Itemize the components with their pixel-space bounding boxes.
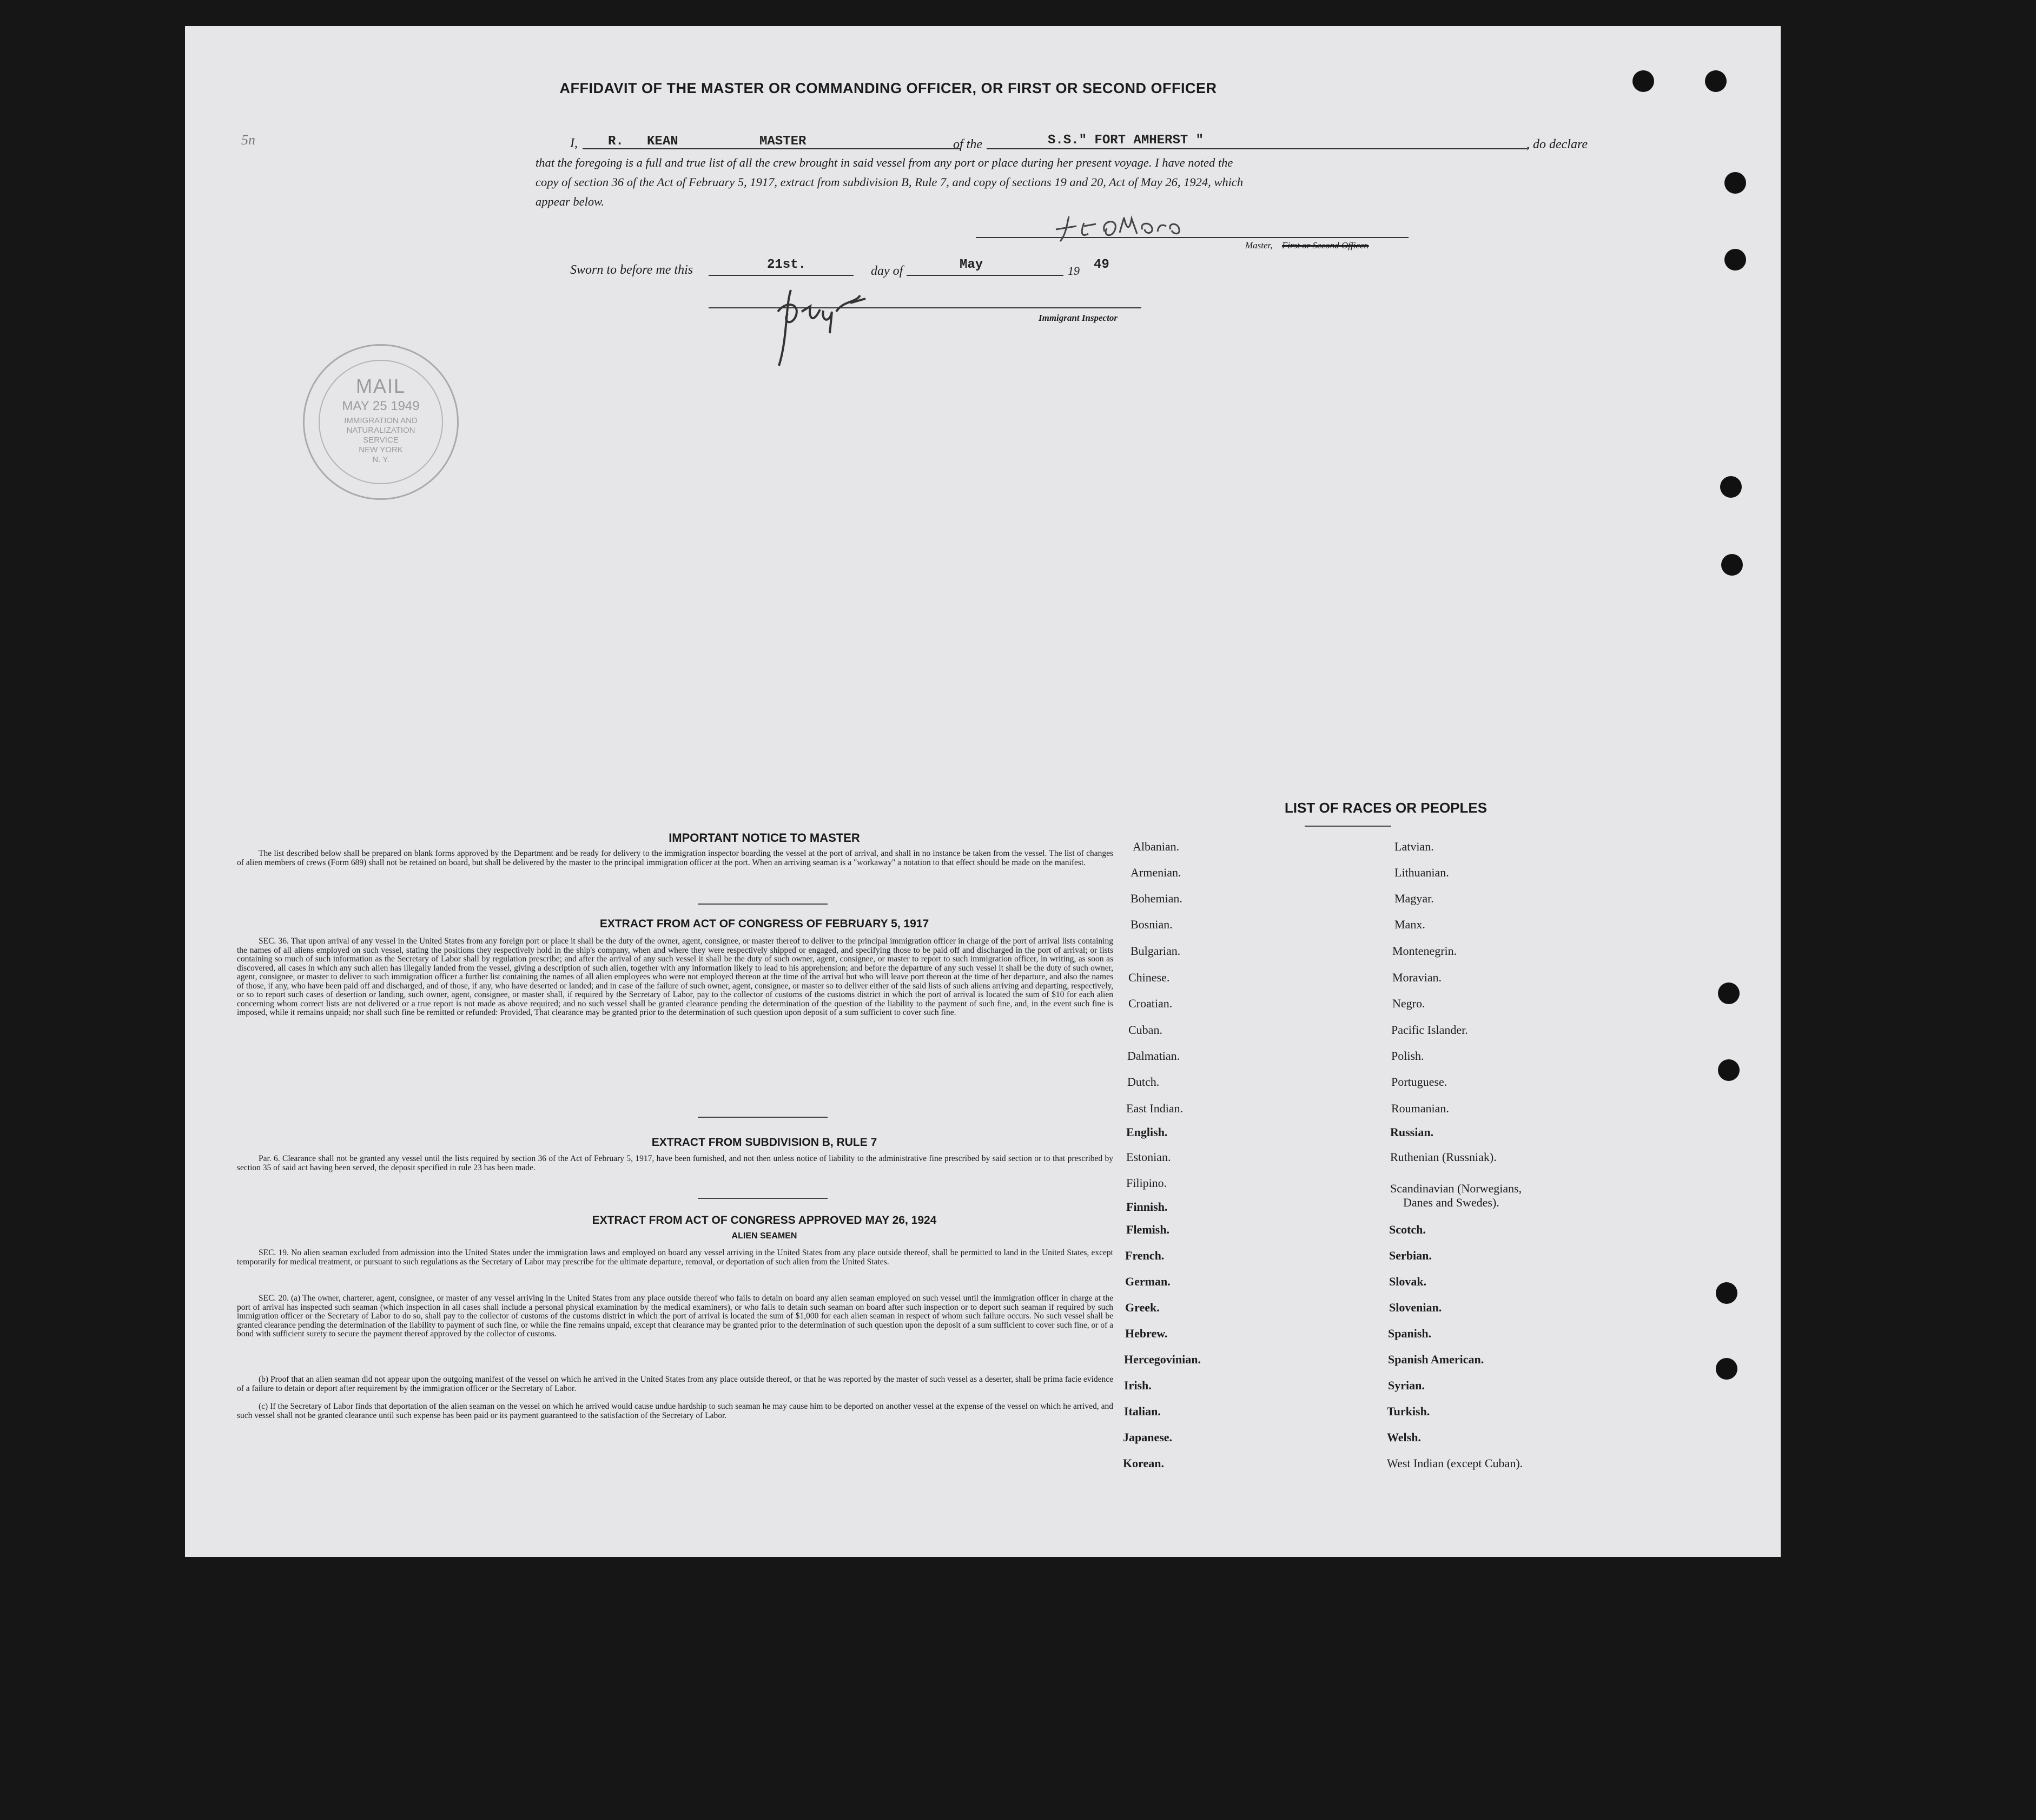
extract-1924-sec19: SEC. 19. No alien seaman excluded from admission into the United States under the immigration laws and employed on board any vessel arriving in the United States from any place outside thereof, shall be permitted to land in the United States, except temporarily for medical treatment, or pursuant to such regulations as the Secretary of Labor may prescribe for the ultimate departure, removal, or deportation of such alien from the United States.: [237, 1248, 1113, 1267]
do-declare: , do declare: [1526, 137, 1588, 151]
mail-stamp: [303, 344, 459, 500]
extract-rule7-title: EXTRACT FROM SUBDIVISION B, RULE 7: [651, 1136, 877, 1149]
race-right-item: Manx.: [1394, 918, 1425, 931]
inspector-signature: [769, 279, 899, 371]
stamp-line1: MAIL: [355, 375, 406, 397]
race-right-item: Roumanian.: [1391, 1102, 1449, 1115]
extract-1924-sec20c: (c) If the Secretary of Labor finds that deportation of the alien seaman on the vessel on which he arrived would cause undue hardship to such seaman he may cause him to be deported on another vessel at the expense of the vessel on which he arrived, and such vessel shall not be granted clearance until such expense has been paid or its payment guaranteed to the satisfaction of the Secretary of Labor.: [237, 1402, 1113, 1420]
race-left-item: Hebrew.: [1125, 1327, 1168, 1340]
affidavit-body-line2: copy of section 36 of the Act of February 5, 1917, extract from subdivision B, Rule 7, and copy of sections 19 and 20, Act of May 26, 1924, which: [536, 175, 1244, 189]
race-left-item: German.: [1125, 1275, 1171, 1288]
punch-hole: [1716, 1282, 1737, 1304]
year-suffix: 49: [1094, 258, 1109, 272]
race-left-item: French.: [1125, 1249, 1165, 1262]
vessel-name-line: [987, 148, 1528, 149]
sworn-month: May: [960, 258, 983, 272]
punch-hole: [1718, 982, 1740, 1004]
race-left-item: Filipino.: [1126, 1176, 1167, 1190]
race-right-item: Moravian.: [1392, 971, 1442, 984]
struck-officer-text: First or Second Officer.: [1282, 240, 1369, 250]
race-right-item: Slovenian.: [1389, 1301, 1442, 1314]
race-right-item: Magyar.: [1394, 892, 1434, 905]
race-right-item: Lithuanian.: [1394, 866, 1449, 879]
punch-hole: [1716, 1358, 1737, 1380]
separator: [1305, 826, 1391, 827]
punch-hole: [1718, 1059, 1740, 1081]
races-title: LIST OF RACES OR PEOPLES: [1284, 800, 1488, 816]
race-right-item: Spanish American.: [1388, 1353, 1484, 1366]
race-left-item: Bulgarian.: [1131, 944, 1181, 958]
race-left-item: Bosnian.: [1131, 918, 1173, 931]
extract-1924-sec20a: SEC. 20. (a) The owner, charterer, agent, consignee, or master of any vessel arriving in the United States from any place outside thereof who fails to detain on board any alien seaman employed on such vessel until the immigration officer in charge at the port of arrival has inspected such seaman (which inspection in all cases shall include a personal physical examination by the medical examiners), or who fails to detain such seaman on board after such inspection or to deport such seaman if required by such immigration officer or the Secretary of Labor to do so, shall pay to the collector of customs of the customs district in which the port of arrival is located the sum of $1,000 for each alien seaman in respect of whom such failure occurs. No such vessel shall be granted clearance pending the determination of the liability to payment of such fine, or while the fine remains unpaid, except that clearance may be granted prior to the determination of such question upon the deposit of a sum sufficient to cover such fine, or of a bond with sufficient surety to secure the payment thereof approved by the collector of customs.: [237, 1294, 1113, 1338]
race-left-item: East Indian.: [1126, 1102, 1184, 1115]
race-right-item: Scotch.: [1389, 1223, 1426, 1236]
notice-title: IMPORTANT NOTICE TO MASTER: [669, 831, 860, 845]
race-right-item: Danes and Swedes).: [1403, 1196, 1499, 1209]
affidavit-body-line3: appear below.: [536, 195, 605, 208]
separator: [698, 1198, 828, 1199]
punch-hole: [1720, 476, 1742, 498]
of-the-label: of the: [953, 137, 982, 151]
stamp-line5: SERVICE: [363, 436, 399, 445]
race-left-item: Bohemian.: [1131, 892, 1182, 905]
master-rank: MASTER: [759, 134, 807, 149]
stamp-line2: MAY 25 1949: [342, 399, 420, 413]
master-name: R. KEAN: [608, 134, 678, 149]
race-right-item: West Indian (except Cuban).: [1387, 1456, 1523, 1470]
extract-1924-title: EXTRACT FROM ACT OF CONGRESS APPROVED MAY 26, 1924: [592, 1214, 937, 1226]
stamp-line3: IMMIGRATION AND: [344, 416, 418, 425]
vessel-name: S.S." FORT AMHERST ": [1048, 133, 1204, 148]
race-right-item: Slovak.: [1389, 1275, 1427, 1288]
notice-body: The list described below shall be prepared on blank forms approved by the Department and be ready for delivery to the immigration inspector boarding the vessel at the port of arrival, and shall in no instance be taken from the vessel. The list of changes of alien members of crews (Form 689) shall not be retained on board, but shall be delivered by the master to the principal immigration officer at the port. When an arriving seaman is a "workaway" a notation to that effect should be made on the manifest.: [237, 849, 1113, 867]
extract-1917-title: EXTRACT FROM ACT OF CONGRESS OF FEBRUARY 5, 1917: [599, 918, 929, 930]
race-left-item: Chinese.: [1128, 971, 1170, 984]
race-right-item: Polish.: [1391, 1049, 1424, 1063]
race-right-item: Welsh.: [1387, 1430, 1421, 1444]
race-left-item: Croatian.: [1128, 997, 1173, 1010]
race-left-item: Hercegovinian.: [1124, 1353, 1201, 1366]
race-right-item: Scandinavian (Norwegians,: [1390, 1182, 1522, 1195]
day-of-label: day of: [871, 264, 903, 278]
stamp-line4: NATURALIZATION: [346, 426, 415, 435]
punch-hole: [1721, 554, 1743, 576]
race-right-item: Montenegrin.: [1392, 944, 1457, 958]
extract-1924-sec20b: (b) Proof that an alien seaman did not appear upon the outgoing manifest of the vessel on which he arrived in the United States from any place outside thereof, or that he was reported by the master of such vessel as a deserter, shall be prima facie evidence of a failure to detain or deport after requirement by the immigration officer or the Secretary of Labor.: [237, 1375, 1113, 1393]
i-label: I,: [570, 136, 578, 150]
race-right-item: Latvian.: [1394, 840, 1434, 853]
affidavit-body-line1: that the foregoing is a full and true list of all the crew brought in said vessel from any port or place during her present voyage. I have noted the: [536, 156, 1233, 169]
sworn-label: Sworn to before me this: [570, 263, 693, 277]
race-left-item: Estonian.: [1126, 1150, 1171, 1164]
separator: [698, 1117, 828, 1118]
extract-rule7-body: Par. 6. Clearance shall not be granted any vessel until the lists required by section 36 of the Act of February 5, 1917, have been furnished, and not then unless notice of liability to the administrative fine prescribed by said section or to that prescribed by section 35 of said act having been served, the deposit specified in rule 23 has been made.: [237, 1154, 1113, 1172]
race-left-item: Cuban.: [1128, 1023, 1162, 1037]
struck-officer-caption: [1282, 240, 1369, 251]
race-right-item: Pacific Islander.: [1391, 1023, 1468, 1037]
sworn-day-line: [709, 275, 854, 276]
race-right-item: Spanish.: [1388, 1327, 1432, 1340]
punch-hole: [1705, 70, 1727, 92]
race-left-item: Greek.: [1125, 1301, 1160, 1314]
race-left-item: Finnish.: [1126, 1200, 1168, 1214]
race-right-item: Russian.: [1390, 1125, 1434, 1139]
extract-1924-subtitle: ALIEN SEAMEN: [731, 1231, 797, 1241]
race-left-item: Japanese.: [1123, 1430, 1173, 1444]
race-right-item: Serbian.: [1389, 1249, 1432, 1262]
race-left-item: Flemish.: [1126, 1223, 1170, 1236]
stamp-line7: N. Y.: [372, 455, 389, 464]
race-left-item: Albanian.: [1133, 840, 1180, 853]
punch-hole: [1724, 172, 1746, 194]
race-left-item: Dalmatian.: [1127, 1049, 1180, 1063]
race-right-item: Negro.: [1392, 997, 1425, 1010]
master-signature: [1050, 210, 1256, 248]
race-left-item: Korean.: [1123, 1456, 1164, 1470]
master-caption: Master,: [1245, 240, 1273, 250]
extract-1917-body: SEC. 36. That upon arrival of any vessel in the United States from any foreign port or place it shall be the duty of the owner, agent, consignee, or master thereof to deliver to the principal immigration officer in charge of the port of arrival lists containing the names of all aliens employed on such vessel, stating the positions they respectively hold in the ship's company, when and where they were respectively shipped or engaged, and specifying those to be paid off and discharged in the port of arrival; or lists containing so much of such information as the Secretary of Labor shall by regulation prescribe; and after the arrival of any such vessel it shall be the duty of such owner, agent, consignee, or master to report to such immigration officer, in writing, as soon as discovered, all cases in which any such alien has illegally landed from the vessel, giving a description of such alien, together with any information likely to lead to his apprehension; and before the departure of any such vessel it shall be the duty of such owner, agent, consignee, or master to deliver to such immigration officer a further list containing the names of all alien employees who were not employed thereon at the time of the arrival but who will leave port thereon at the time of her departure, and also the names of those, if any, who have been paid off and discharged, and of those, if any, who have deserted or landed; and in case of the failure of such owner, agent, consignee, or master so to deliver either of the said lists of such aliens arriving and departing, respectively, or so to report such cases of desertion or landing, such owner, agent, consignee, or master shall, if required by the Secretary of Labor, pay to the collector of customs of the customs district in which the port of arrival is located the sum of $10 for each alien concerning whom correct lists are not delivered or a true report is not made as above required; and no such vessel shall be granted clearance pending the determination of the question of the liability to the payment of such fine, and, in the event such fine is imposed, while it remains unpaid; nor shall such fine be remitted or refunded: Provided, That clearance may be granted prior to the determination of such question upon deposit of a sum sufficient to cover such fine.: [237, 937, 1113, 1017]
document-page: [185, 26, 1781, 1557]
race-right-item: Turkish.: [1387, 1404, 1430, 1418]
race-left-item: Dutch.: [1127, 1075, 1160, 1089]
race-right-item: Portuguese.: [1391, 1075, 1447, 1089]
sworn-day: 21st.: [767, 258, 807, 272]
punch-hole: [1632, 70, 1654, 92]
separator: [698, 904, 828, 905]
inspector-caption: Immigrant Inspector: [1039, 313, 1118, 323]
affidavit-title: AFFIDAVIT OF THE MASTER OR COMMANDING OFFICER, OR FIRST OR SECOND OFFICER: [559, 80, 1217, 96]
race-left-item: Italian.: [1124, 1404, 1161, 1418]
race-right-item: Syrian.: [1388, 1379, 1425, 1392]
race-left-item: English.: [1126, 1125, 1168, 1139]
stray-mark: 5n: [241, 132, 255, 148]
stamp-line6: NEW YORK: [359, 445, 403, 454]
sworn-month-line: [907, 275, 1063, 276]
punch-hole: [1724, 249, 1746, 271]
year-prefix: 19: [1068, 264, 1080, 278]
race-right-item: Ruthenian (Russniak).: [1390, 1150, 1497, 1164]
race-left-item: Irish.: [1124, 1379, 1152, 1392]
race-left-item: Armenian.: [1131, 866, 1181, 879]
